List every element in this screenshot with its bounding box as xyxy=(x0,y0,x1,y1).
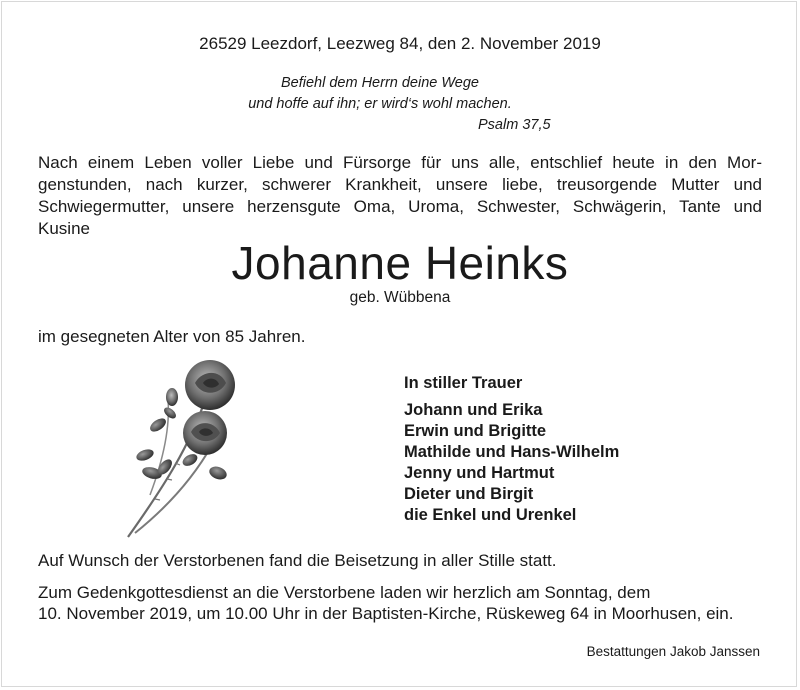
mourners-block xyxy=(404,374,619,526)
mourners-heading: In stiller Trauer xyxy=(404,374,523,392)
mourner-name: Jenny und Hartmut xyxy=(404,464,555,482)
mourner-name: Mathilde und Hans-Wilhelm xyxy=(404,443,620,461)
burial-note: Auf Wunsch der Verstorbenen fand die Beisetzung in aller Stille statt. xyxy=(38,551,557,570)
verse-line-1: Befiehl dem Herrn deine Wege xyxy=(280,75,479,91)
mourner-name: Dieter und Birgit xyxy=(404,485,534,503)
place-date: 26529 Leezdorf, Leezweg 84, den 2. November 2019 xyxy=(199,34,601,53)
mourner-name: Johann und Erika xyxy=(404,401,543,419)
intro-line: genstunden, nach kurzer, schwerer Krankheit, unsere liebe, treusorgende Mutter und xyxy=(38,175,762,194)
funeral-home: Bestattungen Jakob Janssen xyxy=(586,644,760,659)
service-line: 10. November 2019, um 10.00 Uhr in der Baptisten-Kirche, Rüskeweg 64 in Moorhusen, ein. xyxy=(38,604,734,623)
rose-icon xyxy=(110,355,260,545)
age-text: im gesegneten Alter von 85 Jahren. xyxy=(38,327,306,346)
mourner-name: die Enkel und Urenkel xyxy=(404,506,577,524)
deceased-name: Johanne Heinks xyxy=(231,237,569,289)
mourner-name: Erwin und Brigitte xyxy=(404,422,547,440)
intro-line: Nach einem Leben voller Liebe und Fürsorge für uns alle, entschlief heute in den Mor- xyxy=(38,153,762,172)
maiden-name: geb. Wübbena xyxy=(349,289,451,306)
service-line: Zum Gedenkgottesdienst an die Verstorbene laden wir herzlich am Sonntag, dem xyxy=(38,583,651,602)
verse-line-2: und hoffe auf ihn; er wird‘s wohl machen. xyxy=(248,96,512,112)
verse-reference: Psalm 37,5 xyxy=(478,117,551,133)
intro-line: Schwiegermutter, unsere herzensgute Oma, Uroma, Schwester, Schwägerin, Tante und xyxy=(38,197,762,216)
service-invitation xyxy=(38,582,762,624)
intro-text xyxy=(38,152,762,240)
intro-line: Kusine xyxy=(38,219,90,238)
